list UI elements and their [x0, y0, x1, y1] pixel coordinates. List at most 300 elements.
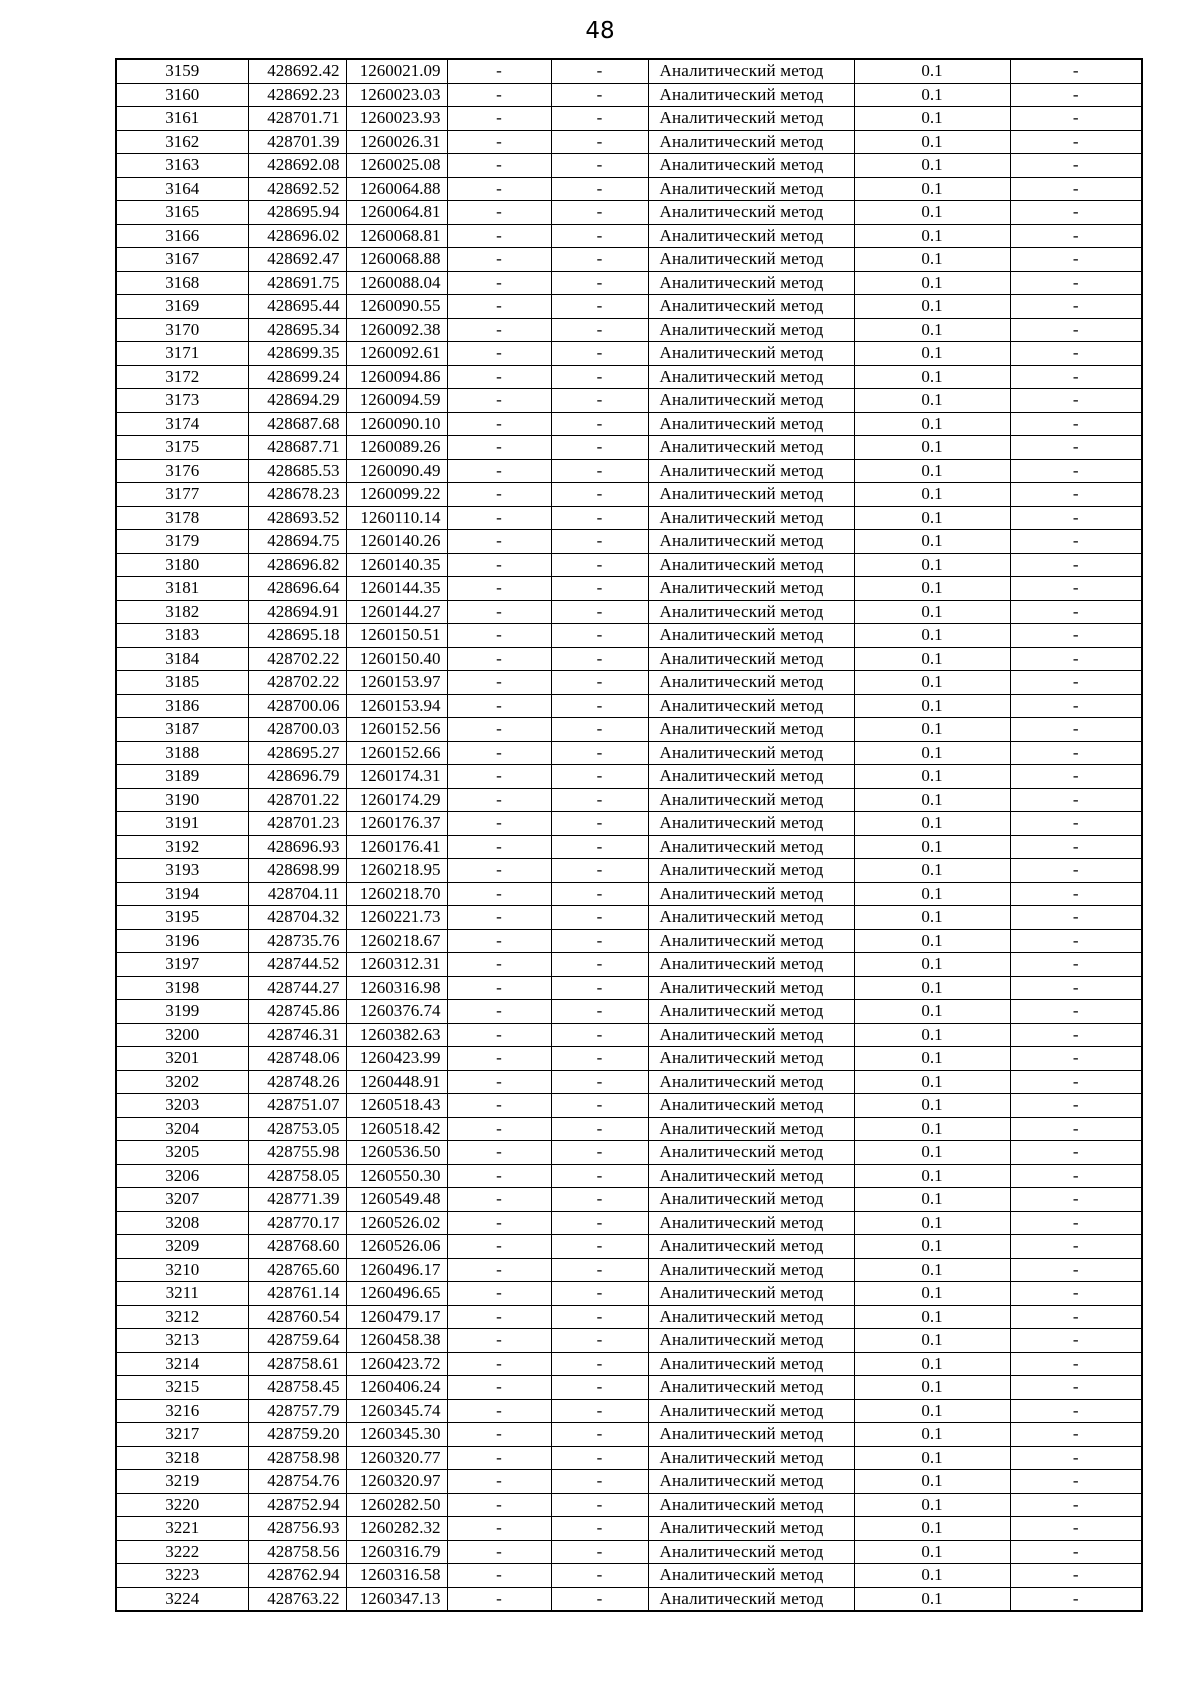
y-coordinate-cell: 1260023.03	[346, 83, 447, 107]
col5-cell: -	[551, 647, 648, 671]
accuracy-cell: 0.1	[854, 271, 1010, 295]
col4-cell: -	[447, 694, 551, 718]
col5-cell: -	[551, 882, 648, 906]
x-coordinate-cell: 428692.08	[248, 154, 346, 178]
col8-cell: -	[1010, 1352, 1142, 1376]
table-row	[116, 1376, 1142, 1400]
method-cell: Аналитический метод	[648, 1094, 854, 1118]
x-coordinate-cell: 428696.64	[248, 577, 346, 601]
y-coordinate-cell: 1260153.97	[346, 671, 447, 695]
col5-cell: -	[551, 1493, 648, 1517]
x-coordinate-cell: 428691.75	[248, 271, 346, 295]
y-coordinate-cell: 1260345.30	[346, 1423, 447, 1447]
table-row	[116, 1423, 1142, 1447]
col5-cell: -	[551, 295, 648, 319]
accuracy-cell: 0.1	[854, 882, 1010, 906]
table-row	[116, 224, 1142, 248]
method-cell: Аналитический метод	[648, 1000, 854, 1024]
col5-cell: -	[551, 1141, 648, 1165]
method-cell: Аналитический метод	[648, 1352, 854, 1376]
col5-cell: -	[551, 1376, 648, 1400]
table-row	[116, 906, 1142, 930]
y-coordinate-cell: 1260218.95	[346, 859, 447, 883]
x-coordinate-cell: 428695.94	[248, 201, 346, 225]
point-number-cell: 3161	[116, 107, 248, 131]
accuracy-cell: 0.1	[854, 506, 1010, 530]
y-coordinate-cell: 1260347.13	[346, 1587, 447, 1611]
col8-cell: -	[1010, 1094, 1142, 1118]
method-cell: Аналитический метод	[648, 1141, 854, 1165]
y-coordinate-cell: 1260320.97	[346, 1470, 447, 1494]
y-coordinate-cell: 1260316.98	[346, 976, 447, 1000]
point-number-cell: 3189	[116, 765, 248, 789]
y-coordinate-cell: 1260176.41	[346, 835, 447, 859]
table-row	[116, 1211, 1142, 1235]
col4-cell: -	[447, 1070, 551, 1094]
y-coordinate-cell: 1260518.42	[346, 1117, 447, 1141]
table-row	[116, 1258, 1142, 1282]
y-coordinate-cell: 1260064.81	[346, 201, 447, 225]
point-number-cell: 3208	[116, 1211, 248, 1235]
y-coordinate-cell: 1260064.88	[346, 177, 447, 201]
col5-cell: -	[551, 1047, 648, 1071]
col5-cell: -	[551, 929, 648, 953]
method-cell: Аналитический метод	[648, 647, 854, 671]
method-cell: Аналитический метод	[648, 224, 854, 248]
accuracy-cell: 0.1	[854, 671, 1010, 695]
y-coordinate-cell: 1260221.73	[346, 906, 447, 930]
col4-cell: -	[447, 1235, 551, 1259]
y-coordinate-cell: 1260153.94	[346, 694, 447, 718]
method-cell: Аналитический метод	[648, 1423, 854, 1447]
x-coordinate-cell: 428753.05	[248, 1117, 346, 1141]
table-row	[116, 1564, 1142, 1588]
col8-cell: -	[1010, 1235, 1142, 1259]
point-number-cell: 3217	[116, 1423, 248, 1447]
point-number-cell: 3171	[116, 342, 248, 366]
col4-cell: -	[447, 1587, 551, 1611]
col4-cell: -	[447, 1023, 551, 1047]
col8-cell: -	[1010, 1517, 1142, 1541]
col5-cell: -	[551, 1399, 648, 1423]
accuracy-cell: 0.1	[854, 1141, 1010, 1165]
y-coordinate-cell: 1260174.31	[346, 765, 447, 789]
y-coordinate-cell: 1260345.74	[346, 1399, 447, 1423]
method-cell: Аналитический метод	[648, 624, 854, 648]
table-row	[116, 59, 1142, 83]
point-number-cell: 3209	[116, 1235, 248, 1259]
y-coordinate-cell: 1260218.70	[346, 882, 447, 906]
y-coordinate-cell: 1260518.43	[346, 1094, 447, 1118]
col4-cell: -	[447, 342, 551, 366]
table-row	[116, 271, 1142, 295]
accuracy-cell: 0.1	[854, 201, 1010, 225]
accuracy-cell: 0.1	[854, 906, 1010, 930]
point-number-cell: 3210	[116, 1258, 248, 1282]
col4-cell: -	[447, 647, 551, 671]
point-number-cell: 3167	[116, 248, 248, 272]
col5-cell: -	[551, 389, 648, 413]
x-coordinate-cell: 428692.47	[248, 248, 346, 272]
col5-cell: -	[551, 600, 648, 624]
point-number-cell: 3183	[116, 624, 248, 648]
point-number-cell: 3165	[116, 201, 248, 225]
col8-cell: -	[1010, 765, 1142, 789]
x-coordinate-cell: 428701.71	[248, 107, 346, 131]
accuracy-cell: 0.1	[854, 389, 1010, 413]
table-row	[116, 1023, 1142, 1047]
x-coordinate-cell: 428692.23	[248, 83, 346, 107]
point-number-cell: 3201	[116, 1047, 248, 1071]
col4-cell: -	[447, 1517, 551, 1541]
table-body	[116, 59, 1142, 1611]
accuracy-cell: 0.1	[854, 130, 1010, 154]
x-coordinate-cell: 428763.22	[248, 1587, 346, 1611]
col4-cell: -	[447, 530, 551, 554]
col4-cell: -	[447, 295, 551, 319]
col4-cell: -	[447, 953, 551, 977]
method-cell: Аналитический метод	[648, 436, 854, 460]
method-cell: Аналитический метод	[648, 154, 854, 178]
x-coordinate-cell: 428696.93	[248, 835, 346, 859]
accuracy-cell: 0.1	[854, 318, 1010, 342]
method-cell: Аналитический метод	[648, 130, 854, 154]
accuracy-cell: 0.1	[854, 1493, 1010, 1517]
y-coordinate-cell: 1260094.86	[346, 365, 447, 389]
col8-cell: -	[1010, 953, 1142, 977]
point-number-cell: 3193	[116, 859, 248, 883]
col5-cell: -	[551, 1470, 648, 1494]
col5-cell: -	[551, 365, 648, 389]
method-cell: Аналитический метод	[648, 906, 854, 930]
col8-cell: -	[1010, 929, 1142, 953]
method-cell: Аналитический метод	[648, 1564, 854, 1588]
table-row	[116, 1517, 1142, 1541]
accuracy-cell: 0.1	[854, 154, 1010, 178]
y-coordinate-cell: 1260068.88	[346, 248, 447, 272]
col8-cell: -	[1010, 1164, 1142, 1188]
col8-cell: -	[1010, 1329, 1142, 1353]
method-cell: Аналитический метод	[648, 295, 854, 319]
col5-cell: -	[551, 224, 648, 248]
x-coordinate-cell: 428701.23	[248, 812, 346, 836]
y-coordinate-cell: 1260312.31	[346, 953, 447, 977]
x-coordinate-cell: 428696.82	[248, 553, 346, 577]
x-coordinate-cell: 428762.94	[248, 1564, 346, 1588]
x-coordinate-cell: 428693.52	[248, 506, 346, 530]
x-coordinate-cell: 428748.26	[248, 1070, 346, 1094]
col5-cell: -	[551, 1446, 648, 1470]
accuracy-cell: 0.1	[854, 976, 1010, 1000]
x-coordinate-cell: 428744.52	[248, 953, 346, 977]
x-coordinate-cell: 428687.71	[248, 436, 346, 460]
accuracy-cell: 0.1	[854, 177, 1010, 201]
accuracy-cell: 0.1	[854, 342, 1010, 366]
x-coordinate-cell: 428702.22	[248, 647, 346, 671]
table-row	[116, 1540, 1142, 1564]
y-coordinate-cell: 1260174.29	[346, 788, 447, 812]
table-row	[116, 1188, 1142, 1212]
y-coordinate-cell: 1260140.26	[346, 530, 447, 554]
table-row	[116, 812, 1142, 836]
col8-cell: -	[1010, 859, 1142, 883]
point-number-cell: 3179	[116, 530, 248, 554]
x-coordinate-cell: 428696.02	[248, 224, 346, 248]
col4-cell: -	[447, 389, 551, 413]
point-number-cell: 3200	[116, 1023, 248, 1047]
table-row	[116, 577, 1142, 601]
point-number-cell: 3196	[116, 929, 248, 953]
col8-cell: -	[1010, 647, 1142, 671]
table-row	[116, 295, 1142, 319]
col8-cell: -	[1010, 1282, 1142, 1306]
accuracy-cell: 0.1	[854, 1047, 1010, 1071]
table-row	[116, 1399, 1142, 1423]
table-row	[116, 154, 1142, 178]
col8-cell: -	[1010, 1047, 1142, 1071]
y-coordinate-cell: 1260090.49	[346, 459, 447, 483]
x-coordinate-cell: 428698.99	[248, 859, 346, 883]
x-coordinate-cell: 428694.75	[248, 530, 346, 554]
y-coordinate-cell: 1260496.17	[346, 1258, 447, 1282]
y-coordinate-cell: 1260025.08	[346, 154, 447, 178]
method-cell: Аналитический метод	[648, 1587, 854, 1611]
y-coordinate-cell: 1260088.04	[346, 271, 447, 295]
point-number-cell: 3222	[116, 1540, 248, 1564]
col8-cell: -	[1010, 1188, 1142, 1212]
col5-cell: -	[551, 1117, 648, 1141]
table-row	[116, 483, 1142, 507]
col4-cell: -	[447, 1329, 551, 1353]
accuracy-cell: 0.1	[854, 1000, 1010, 1024]
table-row	[116, 412, 1142, 436]
point-number-cell: 3191	[116, 812, 248, 836]
method-cell: Аналитический метод	[648, 107, 854, 131]
col8-cell: -	[1010, 1141, 1142, 1165]
accuracy-cell: 0.1	[854, 1117, 1010, 1141]
point-number-cell: 3180	[116, 553, 248, 577]
accuracy-cell: 0.1	[854, 624, 1010, 648]
col5-cell: -	[551, 1000, 648, 1024]
point-number-cell: 3168	[116, 271, 248, 295]
col4-cell: -	[447, 483, 551, 507]
col5-cell: -	[551, 1282, 648, 1306]
col5-cell: -	[551, 483, 648, 507]
accuracy-cell: 0.1	[854, 1188, 1010, 1212]
point-number-cell: 3207	[116, 1188, 248, 1212]
accuracy-cell: 0.1	[854, 436, 1010, 460]
col5-cell: -	[551, 436, 648, 460]
method-cell: Аналитический метод	[648, 1329, 854, 1353]
accuracy-cell: 0.1	[854, 107, 1010, 131]
point-number-cell: 3197	[116, 953, 248, 977]
table-row	[116, 248, 1142, 272]
point-number-cell: 3205	[116, 1141, 248, 1165]
table-row	[116, 1493, 1142, 1517]
col8-cell: -	[1010, 600, 1142, 624]
col4-cell: -	[447, 154, 551, 178]
col4-cell: -	[447, 788, 551, 812]
col8-cell: -	[1010, 577, 1142, 601]
col5-cell: -	[551, 271, 648, 295]
accuracy-cell: 0.1	[854, 1352, 1010, 1376]
y-coordinate-cell: 1260176.37	[346, 812, 447, 836]
col5-cell: -	[551, 1540, 648, 1564]
method-cell: Аналитический метод	[648, 882, 854, 906]
col8-cell: -	[1010, 83, 1142, 107]
table-row	[116, 1094, 1142, 1118]
x-coordinate-cell: 428700.03	[248, 718, 346, 742]
col4-cell: -	[447, 718, 551, 742]
y-coordinate-cell: 1260110.14	[346, 506, 447, 530]
col4-cell: -	[447, 1211, 551, 1235]
method-cell: Аналитический метод	[648, 1540, 854, 1564]
col8-cell: -	[1010, 107, 1142, 131]
method-cell: Аналитический метод	[648, 859, 854, 883]
accuracy-cell: 0.1	[854, 1399, 1010, 1423]
col4-cell: -	[447, 929, 551, 953]
table-row	[116, 1282, 1142, 1306]
method-cell: Аналитический метод	[648, 577, 854, 601]
col5-cell: -	[551, 1305, 648, 1329]
method-cell: Аналитический метод	[648, 1070, 854, 1094]
table-row	[116, 389, 1142, 413]
y-coordinate-cell: 1260448.91	[346, 1070, 447, 1094]
point-number-cell: 3169	[116, 295, 248, 319]
point-number-cell: 3198	[116, 976, 248, 1000]
col5-cell: -	[551, 1329, 648, 1353]
x-coordinate-cell: 428704.11	[248, 882, 346, 906]
method-cell: Аналитический метод	[648, 59, 854, 83]
col5-cell: -	[551, 1352, 648, 1376]
col8-cell: -	[1010, 624, 1142, 648]
x-coordinate-cell: 428751.07	[248, 1094, 346, 1118]
col4-cell: -	[447, 859, 551, 883]
x-coordinate-cell: 428765.60	[248, 1258, 346, 1282]
col5-cell: -	[551, 1564, 648, 1588]
col5-cell: -	[551, 201, 648, 225]
method-cell: Аналитический метод	[648, 459, 854, 483]
col8-cell: -	[1010, 59, 1142, 83]
table-row	[116, 1446, 1142, 1470]
point-number-cell: 3178	[116, 506, 248, 530]
col4-cell: -	[447, 671, 551, 695]
col5-cell: -	[551, 177, 648, 201]
y-coordinate-cell: 1260144.27	[346, 600, 447, 624]
x-coordinate-cell: 428757.79	[248, 1399, 346, 1423]
accuracy-cell: 0.1	[854, 1376, 1010, 1400]
method-cell: Аналитический метод	[648, 83, 854, 107]
point-number-cell: 3187	[116, 718, 248, 742]
point-number-cell: 3160	[116, 83, 248, 107]
col4-cell: -	[447, 271, 551, 295]
col8-cell: -	[1010, 694, 1142, 718]
table-row	[116, 553, 1142, 577]
y-coordinate-cell: 1260092.38	[346, 318, 447, 342]
y-coordinate-cell: 1260150.51	[346, 624, 447, 648]
col8-cell: -	[1010, 1470, 1142, 1494]
table-row	[116, 1305, 1142, 1329]
x-coordinate-cell: 428700.06	[248, 694, 346, 718]
accuracy-cell: 0.1	[854, 248, 1010, 272]
method-cell: Аналитический метод	[648, 929, 854, 953]
col4-cell: -	[447, 83, 551, 107]
col4-cell: -	[447, 1423, 551, 1447]
y-coordinate-cell: 1260496.65	[346, 1282, 447, 1306]
point-number-cell: 3162	[116, 130, 248, 154]
col8-cell: -	[1010, 718, 1142, 742]
point-number-cell: 3188	[116, 741, 248, 765]
method-cell: Аналитический метод	[648, 1470, 854, 1494]
accuracy-cell: 0.1	[854, 694, 1010, 718]
col8-cell: -	[1010, 506, 1142, 530]
table-row	[116, 1117, 1142, 1141]
method-cell: Аналитический метод	[648, 342, 854, 366]
accuracy-cell: 0.1	[854, 530, 1010, 554]
point-number-cell: 3172	[116, 365, 248, 389]
method-cell: Аналитический метод	[648, 1164, 854, 1188]
table-row	[116, 953, 1142, 977]
x-coordinate-cell: 428746.31	[248, 1023, 346, 1047]
col8-cell: -	[1010, 318, 1142, 342]
col4-cell: -	[447, 224, 551, 248]
col8-cell: -	[1010, 342, 1142, 366]
point-number-cell: 3194	[116, 882, 248, 906]
col5-cell: -	[551, 1023, 648, 1047]
col4-cell: -	[447, 459, 551, 483]
method-cell: Аналитический метод	[648, 553, 854, 577]
col8-cell: -	[1010, 1423, 1142, 1447]
col4-cell: -	[447, 553, 551, 577]
x-coordinate-cell: 428695.18	[248, 624, 346, 648]
y-coordinate-cell: 1260316.79	[346, 1540, 447, 1564]
col5-cell: -	[551, 694, 648, 718]
accuracy-cell: 0.1	[854, 929, 1010, 953]
col4-cell: -	[447, 412, 551, 436]
method-cell: Аналитический метод	[648, 1258, 854, 1282]
y-coordinate-cell: 1260218.67	[346, 929, 447, 953]
y-coordinate-cell: 1260021.09	[346, 59, 447, 83]
col4-cell: -	[447, 1352, 551, 1376]
point-number-cell: 3177	[116, 483, 248, 507]
table-row	[116, 835, 1142, 859]
table-row	[116, 694, 1142, 718]
col8-cell: -	[1010, 976, 1142, 1000]
table-row	[116, 342, 1142, 366]
point-number-cell: 3203	[116, 1094, 248, 1118]
point-number-cell: 3173	[116, 389, 248, 413]
col5-cell: -	[551, 1070, 648, 1094]
point-number-cell: 3211	[116, 1282, 248, 1306]
x-coordinate-cell: 428685.53	[248, 459, 346, 483]
accuracy-cell: 0.1	[854, 553, 1010, 577]
x-coordinate-cell: 428678.23	[248, 483, 346, 507]
col4-cell: -	[447, 577, 551, 601]
accuracy-cell: 0.1	[854, 412, 1010, 436]
col8-cell: -	[1010, 248, 1142, 272]
col4-cell: -	[447, 436, 551, 460]
table-row	[116, 671, 1142, 695]
col8-cell: -	[1010, 906, 1142, 930]
x-coordinate-cell: 428745.86	[248, 1000, 346, 1024]
table-row	[116, 83, 1142, 107]
x-coordinate-cell: 428695.27	[248, 741, 346, 765]
method-cell: Аналитический метод	[648, 953, 854, 977]
x-coordinate-cell: 428699.35	[248, 342, 346, 366]
y-coordinate-cell: 1260282.32	[346, 1517, 447, 1541]
method-cell: Аналитический метод	[648, 177, 854, 201]
point-number-cell: 3181	[116, 577, 248, 601]
